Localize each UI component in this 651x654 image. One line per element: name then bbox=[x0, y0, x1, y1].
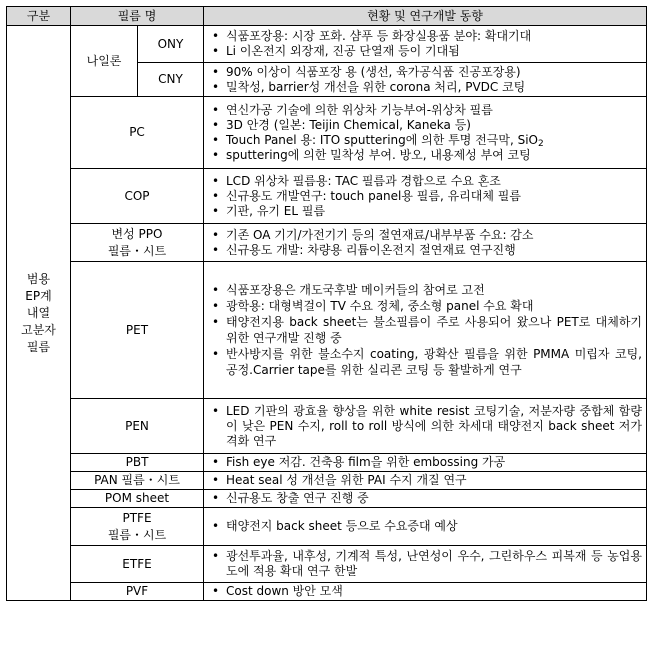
film-name-ptfe: PTFE 필름・시트 bbox=[71, 508, 204, 546]
header-status: 현황 및 연구개발 동향 bbox=[204, 7, 647, 26]
status-pbt bbox=[204, 454, 647, 472]
list-item: • 밀착성, barrier성 개선을 위한 corona 처리, PVDC 코팅 bbox=[208, 80, 642, 95]
table-row bbox=[7, 169, 647, 224]
subscript: 2 bbox=[538, 138, 544, 149]
film-name-pet: PET bbox=[71, 262, 204, 399]
list-item: • 태양전지용 back sheet는 불소필름이 주로 사용되어 왔으나 PET로 대체하기 위한 연구개발 진행 중 bbox=[208, 314, 642, 346]
table-row bbox=[7, 546, 647, 583]
status-cop bbox=[204, 169, 647, 224]
list-item: • 기존 OA 기기/가전기기 등의 절연재료/내부부품 수요: 감소 bbox=[208, 228, 642, 243]
list-item: • 식품포장용: 시장 포화. 샴푸 등 화장실용품 분야: 확대기대 bbox=[208, 29, 642, 44]
list-item: • 신규용도 창출 연구 진행 중 bbox=[208, 491, 642, 506]
table-row bbox=[7, 97, 647, 169]
status-ptfe bbox=[204, 508, 647, 546]
list-item: • 광학용: 대형벽걸이 TV 수요 정체, 중소형 panel 수요 확대 bbox=[208, 298, 642, 314]
list-item: • Li 이온전지 외장재, 진공 단열재 등이 기대됨 bbox=[208, 44, 642, 59]
film-name-cny: CNY bbox=[138, 63, 204, 97]
list-item: • sputtering에 의한 밀착성 부여. 방오, 내용제성 부여 코팅 bbox=[208, 148, 642, 163]
status-pet bbox=[204, 262, 647, 399]
header-row bbox=[7, 7, 647, 26]
list-item: • Cost down 방안 모색 bbox=[208, 584, 642, 599]
list-item: • 식품포장용은 개도국후발 메이커들의 참여로 고전 bbox=[208, 282, 642, 298]
list-item: • 3D 안경 (일본: Teijin Chemical, Kaneka 등) bbox=[208, 118, 642, 133]
table-row bbox=[7, 262, 647, 399]
list-item: • 신규용도 개발연구: touch panel용 필름, 유리대체 필름 bbox=[208, 189, 642, 204]
header-film-name: 필름 명 bbox=[71, 7, 204, 26]
header-category: 구분 bbox=[7, 7, 71, 26]
list-item: • 반사방지를 위한 불소수지 coating, 광확산 필름을 위한 PMMA 미립자 코팅, 공정.Carrier tape를 위한 실리콘 코팅 등 활발하게 연구 bbox=[208, 346, 642, 378]
status-pvf bbox=[204, 583, 647, 601]
list-item: • 연신가공 기술에 의한 위상차 기능부여-위상차 필름 bbox=[208, 103, 642, 118]
status-pen bbox=[204, 399, 647, 454]
film-name-pen: PEN bbox=[71, 399, 204, 454]
table-row bbox=[7, 454, 647, 472]
status-pc bbox=[204, 97, 647, 169]
status-etfe bbox=[204, 546, 647, 583]
list-item: • 90% 이상이 식품포장 용 (생선, 육가공식품 진공포장용) bbox=[208, 65, 642, 80]
list-item: • LED 기판의 광효율 향상을 위한 white resist 코팅기술, 저분자량 중합체 함량이 낮은 PEN 수지, roll to roll 방식에 의한 차세대 태양전지 back sheet 저가격화 연구 bbox=[208, 404, 642, 449]
list-item: • LCD 위상차 필름용: TAC 필름과 경합으로 수요 혼조 bbox=[208, 174, 642, 189]
table-row bbox=[7, 224, 647, 262]
table-row bbox=[7, 490, 647, 508]
list-item: • 신규용도 개발: 차량용 리튬이온전지 절연재료 연구진행 bbox=[208, 243, 642, 258]
list-item: • 광선투과율, 내후성, 기계적 특성, 난연성이 우수, 그린하우스 피복재 등 농업용도에 적용 확대 연구 한발 bbox=[208, 549, 642, 579]
film-name-pc: PC bbox=[71, 97, 204, 169]
status-cny bbox=[204, 63, 647, 97]
status-ony bbox=[204, 26, 647, 63]
status-pom bbox=[204, 490, 647, 508]
film-name-pom: POM sheet bbox=[71, 490, 204, 508]
film-status-table bbox=[6, 6, 647, 601]
film-name-etfe: ETFE bbox=[71, 546, 204, 583]
list-item: • Fish eye 저감. 건축용 film을 위한 embossing 가공 bbox=[208, 455, 642, 470]
film-name-pvf: PVF bbox=[71, 583, 204, 601]
status-ppo bbox=[204, 224, 647, 262]
film-name-ony: ONY bbox=[138, 26, 204, 63]
film-name-pan: PAN 필름・시트 bbox=[71, 472, 204, 490]
table-row bbox=[7, 26, 647, 63]
table-row bbox=[7, 399, 647, 454]
list-item: • 기판, 유기 EL 필름 bbox=[208, 204, 642, 219]
list-item: • Heat seal 성 개선을 위한 PAI 수지 개질 연구 bbox=[208, 473, 642, 488]
table-row bbox=[7, 472, 647, 490]
table-row bbox=[7, 583, 647, 601]
film-name-pbt: PBT bbox=[71, 454, 204, 472]
category-cell: 범용 EP계 내열 고분자 필름 bbox=[7, 26, 71, 601]
list-item: • Touch Panel 용: ITO sputtering에 의한 투명 전극막, SiO$_2$ bbox=[208, 133, 642, 148]
film-name-ppo: 변성 PPO 필름・시트 bbox=[71, 224, 204, 262]
list-item: • 태양전지 back sheet 등으로 수요증대 예상 bbox=[208, 519, 642, 534]
table-row bbox=[7, 508, 647, 546]
film-name-cop: COP bbox=[71, 169, 204, 224]
status-pan bbox=[204, 472, 647, 490]
group-nylon: 나일론 bbox=[71, 26, 138, 97]
